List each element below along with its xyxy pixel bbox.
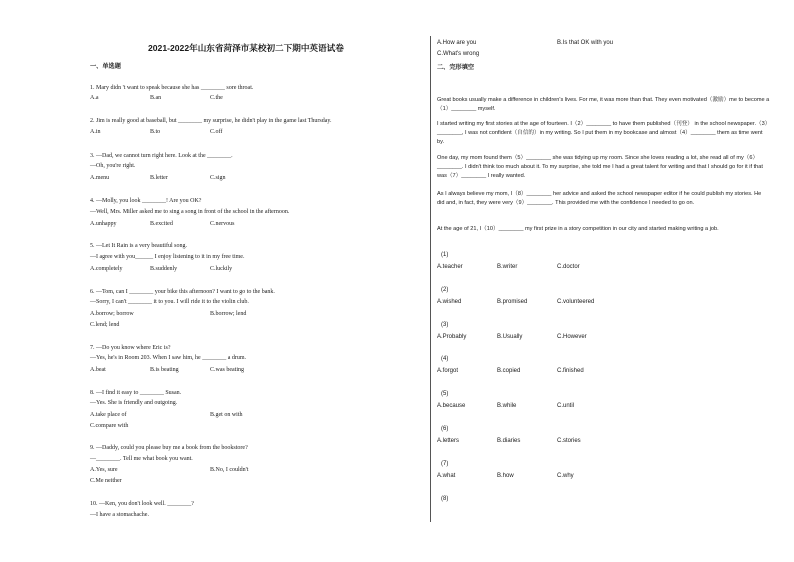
cloze-number: (7) bbox=[441, 461, 449, 467]
cloze-number: (8) bbox=[441, 496, 449, 502]
option[interactable]: B.how bbox=[497, 473, 514, 479]
question-stem: —I have a stomachache. bbox=[90, 512, 149, 518]
option[interactable]: A.a bbox=[90, 95, 99, 101]
right-column bbox=[437, 0, 777, 562]
question-stem: 7. —Do you know where Eric is? bbox=[90, 345, 171, 351]
cloze-number: (6) bbox=[441, 426, 449, 432]
section-heading-cloze: 二、完形填空 bbox=[437, 64, 475, 71]
option[interactable]: B.copied bbox=[497, 368, 521, 374]
option[interactable]: C.compare with bbox=[90, 423, 129, 429]
question-stem: —________. Tell me what book you want. bbox=[90, 456, 193, 462]
option[interactable]: C.until bbox=[557, 403, 575, 409]
option[interactable]: B.to bbox=[150, 129, 161, 135]
option[interactable]: A.forgot bbox=[437, 368, 459, 374]
question-stem: 5. —Let It Rain is a very beautiful song. bbox=[90, 243, 187, 249]
option[interactable]: B.is beating bbox=[150, 367, 179, 373]
question-stem: 8. —I find it easy to ________ Susan. bbox=[90, 390, 182, 396]
option[interactable]: C.Me neither bbox=[90, 478, 122, 484]
question-stem: 3. —Dad, we cannot turn right here. Look at the ________. bbox=[90, 153, 233, 159]
option[interactable]: C.off bbox=[210, 129, 223, 135]
passage-paragraph: Great books usually make a difference in children's lives. For me, it was more than that. They even motivated（激励）me to become a（1）________ myself. bbox=[437, 97, 770, 112]
option[interactable]: C.was beating bbox=[210, 367, 244, 373]
question-stem: 1. Mary didn 't want to speak because she has ________ sore throat. bbox=[90, 85, 254, 91]
cloze-number: (4) bbox=[441, 356, 449, 362]
option[interactable]: C.luckily bbox=[210, 266, 233, 272]
passage-paragraph: One day, my mom found them（5）________ she was tidying up my room. Since she loves reading a lot, she read all of my（6）________. I didn't think too much about it. To my surprise, she told me I had a great talent for writing and that I should go for it if that was（7）________ I really wanted. bbox=[437, 155, 763, 179]
question-stem: —Yes, he's in Room 203. When I saw him, he ________ a drum. bbox=[90, 355, 247, 361]
cloze-number: (5) bbox=[441, 391, 449, 397]
option[interactable]: A.Yes, sure bbox=[90, 467, 118, 473]
option[interactable]: A.what bbox=[437, 473, 456, 479]
option[interactable]: A.teacher bbox=[437, 264, 463, 270]
question-stem: 6. —Tom, can I ________ your bike this afternoon? I want to go to the bank. bbox=[90, 289, 275, 295]
option[interactable]: A.unhappy bbox=[90, 221, 117, 227]
column-divider bbox=[430, 36, 431, 522]
option[interactable]: A.completely bbox=[90, 266, 123, 272]
option[interactable]: B.diaries bbox=[497, 438, 521, 444]
option[interactable]: B.excited bbox=[150, 221, 173, 227]
option[interactable]: B.promised bbox=[497, 299, 528, 305]
option[interactable]: B.writer bbox=[497, 264, 518, 270]
option[interactable]: B.Usually bbox=[497, 334, 523, 340]
option[interactable]: B.an bbox=[150, 95, 162, 101]
option[interactable]: A.wished bbox=[437, 299, 462, 305]
question-stem: —Oh, you're right. bbox=[90, 163, 136, 169]
option[interactable]: B.borrow; lend bbox=[210, 311, 247, 317]
option[interactable]: C.nervous bbox=[210, 221, 235, 227]
question-stem: —Sorry, I can't ________ it to you. I will ride it to the violin club. bbox=[90, 299, 249, 305]
option[interactable]: A.take place of bbox=[90, 412, 127, 418]
option[interactable]: B.suddenly bbox=[150, 266, 178, 272]
option[interactable]: A.How are you bbox=[437, 40, 477, 46]
option[interactable]: C.doctor bbox=[557, 264, 580, 270]
passage-paragraph: At the age of 21, I（10）________ my first prize in a story competition in our city and started making writing a job. bbox=[437, 226, 719, 232]
question-stem: 2. Jim is really good at baseball, but ________ my surprise, he didn't play in the game last Thursday. bbox=[90, 118, 332, 124]
cloze-number: (3) bbox=[441, 322, 449, 328]
option[interactable]: C.volunteered bbox=[557, 299, 595, 305]
cloze-number: (2) bbox=[441, 287, 449, 293]
option[interactable]: C.stories bbox=[557, 438, 581, 444]
question-stem: —I agree with you______ I enjoy listening to it in my free time. bbox=[90, 254, 245, 260]
option[interactable]: C.finished bbox=[557, 368, 584, 374]
option[interactable]: C.lend; lend bbox=[90, 322, 120, 328]
option[interactable]: C.What's wrong bbox=[437, 51, 480, 57]
cloze-number: (1) bbox=[441, 252, 449, 258]
passage-paragraph: As I always believe my mom, I（8）________ her advice and asked the school newspaper editor if he could publish my stories. He did and, in fact, they were very（9）________. This provided me with the confidence I needed to go on. bbox=[437, 191, 762, 206]
section-heading-single-choice: 一、单选题 bbox=[90, 63, 121, 70]
option[interactable]: A.borrow; borrow bbox=[90, 311, 134, 317]
option[interactable]: B.No, I couldn't bbox=[210, 467, 249, 473]
option[interactable]: A.in bbox=[90, 129, 101, 135]
option[interactable]: A.beat bbox=[90, 367, 106, 373]
option[interactable]: A.letters bbox=[437, 438, 460, 444]
left-column bbox=[88, 0, 423, 562]
option[interactable]: C.the bbox=[210, 95, 223, 101]
question-stem: —Yes. She is friendly and outgoing. bbox=[90, 400, 178, 406]
page-title: 2021-2022年山东省菏泽市某校初二下期中英语试卷 bbox=[148, 43, 344, 53]
option[interactable]: B.Is that OK with you bbox=[557, 40, 614, 46]
option[interactable]: C.why bbox=[557, 473, 574, 479]
option[interactable]: A.menu bbox=[90, 175, 110, 181]
question-stem: 10. —Ken, you don't look well. ________? bbox=[90, 501, 194, 507]
passage-paragraph: I started writing my first stories at the age of fourteen. I（2）________ to have them published（刊登） in the school newspaper.（3）________, I was not confident（自信的）in my writing. So I put them in my bookcase and almost（4）________ them as time went by. bbox=[437, 121, 768, 145]
option[interactable]: B.while bbox=[497, 403, 517, 409]
option[interactable]: B.get on with bbox=[210, 412, 243, 418]
question-stem: —Well, Mrs. Miller asked me to sing a song in front of the school in the afternoon. bbox=[90, 209, 290, 215]
option[interactable]: A.Probably bbox=[437, 334, 467, 340]
option[interactable]: A.because bbox=[437, 403, 466, 409]
question-stem: 4. —Molly, you look ________! Are you OK? bbox=[90, 198, 202, 204]
option[interactable]: C.However bbox=[557, 334, 587, 340]
option[interactable]: C.sign bbox=[210, 175, 226, 181]
option[interactable]: B.letter bbox=[150, 175, 168, 181]
question-stem: 9. —Daddy, could you please buy me a book from the bookstore? bbox=[90, 445, 248, 451]
